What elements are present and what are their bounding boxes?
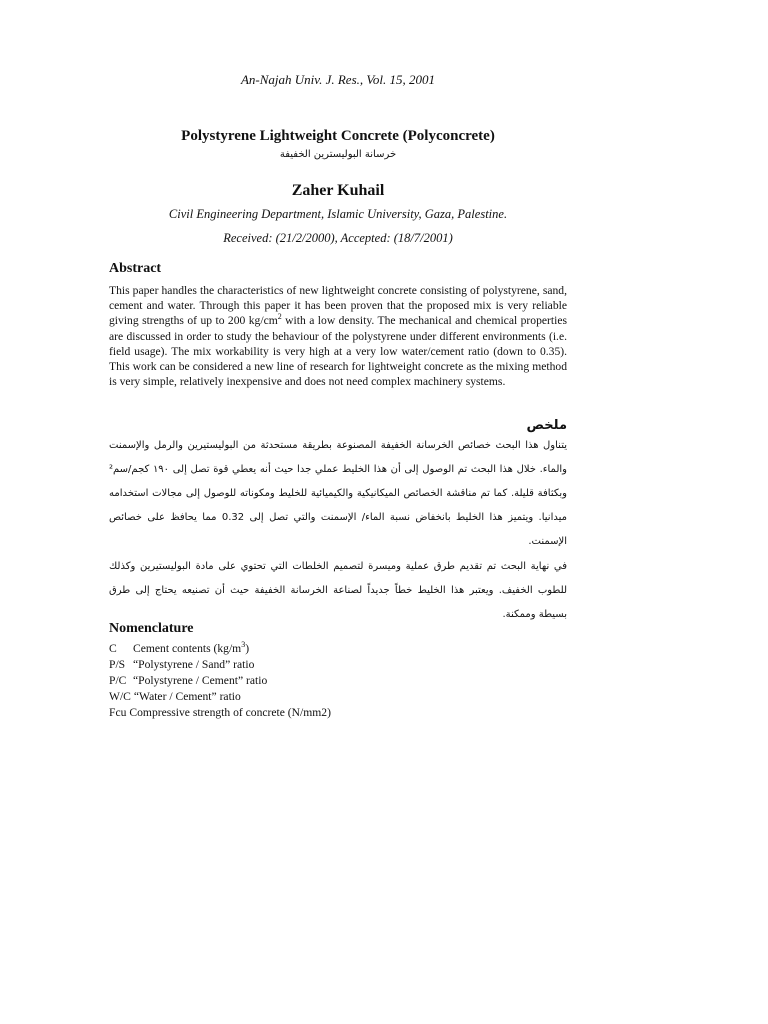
author-affiliation: Civil Engineering Department, Islamic University, Gaza, Palestine. [168,207,508,221]
arabic-abstract-paragraph-1: يتناول هذا البحث خصائص الخرسانة الخفيفة المصنوعة بطريقة مستحدثة من البوليستيرين والرمل والإسمنت والماء. خلال هذا البحث تم الوصول إلى أن هذا الخليط عملي جدا حيث أنه يعطي قوة تصل إلى ١٩٠ كجم/سم² وبكثافة قليلة. كما تم مناقشة الخصائص الميكانيكية والكيميائية للخليط ومكوناته للوصول إلى مجالات استخدامه ميدانيا. ويتميز هذا الخليط بانخفاض نسبة الماء/ الإسمنت والتي تصل إلى 0.32 مما يحافظ على خصائص الإسمنت. [109,440,567,547]
nomenclature-symbol: Fcu [109,706,127,719]
nomenclature-description: Compressive strength of concrete (N/mm2) [129,706,331,719]
paper-title: Polystyrene Lightweight Concrete (Polyconcrete) [181,128,495,144]
arabic-abstract-paragraph-2: في نهاية البحث تم تقديم طرق عملية وميسرة لتصميم الخلطات التي تحتوي على مادة البوليستيرين وكذلك للطوب الخفيف. ويعتبر هذا الخليط خطاً جديداً لصناعة الخرسانة الخفيفة حيث أن تصنيعه يحتاج إلى طرق بسيطة وممكنة. [109,561,567,620]
abstract-text-part-b: with a low density. The mechanical and chemical properties are discussed in order to study the behaviour of the polystyrene under different environments (i.e. field usage). The mix workability is very high at a very low water/cement ratio (down to 0.35). This work can be considered a new line of research for lightweight concrete as the mixing method is very simple, relatively inexpensive and does not need complex machinery systems. [109,314,567,389]
journal-header: An-Najah Univ. J. Res., Vol. 15, 2001 [240,72,435,87]
nomenclature-item [109,641,331,657]
nomenclature-item [109,689,331,705]
nomenclature-description: “Polystyrene / Cement” ratio [133,674,268,687]
nomenclature-item [109,657,331,673]
abstract-text [109,283,567,389]
nomenclature-description: “Water / Cement” ratio [133,690,241,703]
nomenclature-item [109,705,331,721]
nomenclature-list [109,641,331,721]
author-name: Zaher Kuhail [291,182,385,199]
nomenclature-item [109,673,331,689]
abstract-text-part-a: This paper handles the characteristics of new lightweight concrete consisting of polystyrene, sand, cement and water. Through this paper it has been proven that the proposed mix is very reliable giving strengths of up to 200 kg/cm [109,284,567,328]
abstract-superscript: 2 [277,312,282,322]
nomenclature-symbol: C [109,642,117,655]
arabic-abstract-heading: ملخص [526,418,567,433]
nomenclature-superscript: 3 [241,640,246,650]
nomenclature-symbol: W/C [109,690,131,703]
nomenclature-description: Cement contents (kg/m [133,642,242,655]
abstract-heading: Abstract [109,261,162,276]
nomenclature-symbol: P/S [109,658,126,671]
nomenclature-description-tail: ) [245,642,250,655]
paper-title-arabic: خرسانة البوليسترين الخفيفة [279,149,397,160]
nomenclature-description: “Polystyrene / Sand” ratio [133,658,255,671]
received-dates: Received: (21/2/2000), Accepted: (18/7/2001) [223,231,453,245]
nomenclature-heading: Nomenclature [109,621,194,636]
nomenclature-symbol: P/C [109,674,127,687]
